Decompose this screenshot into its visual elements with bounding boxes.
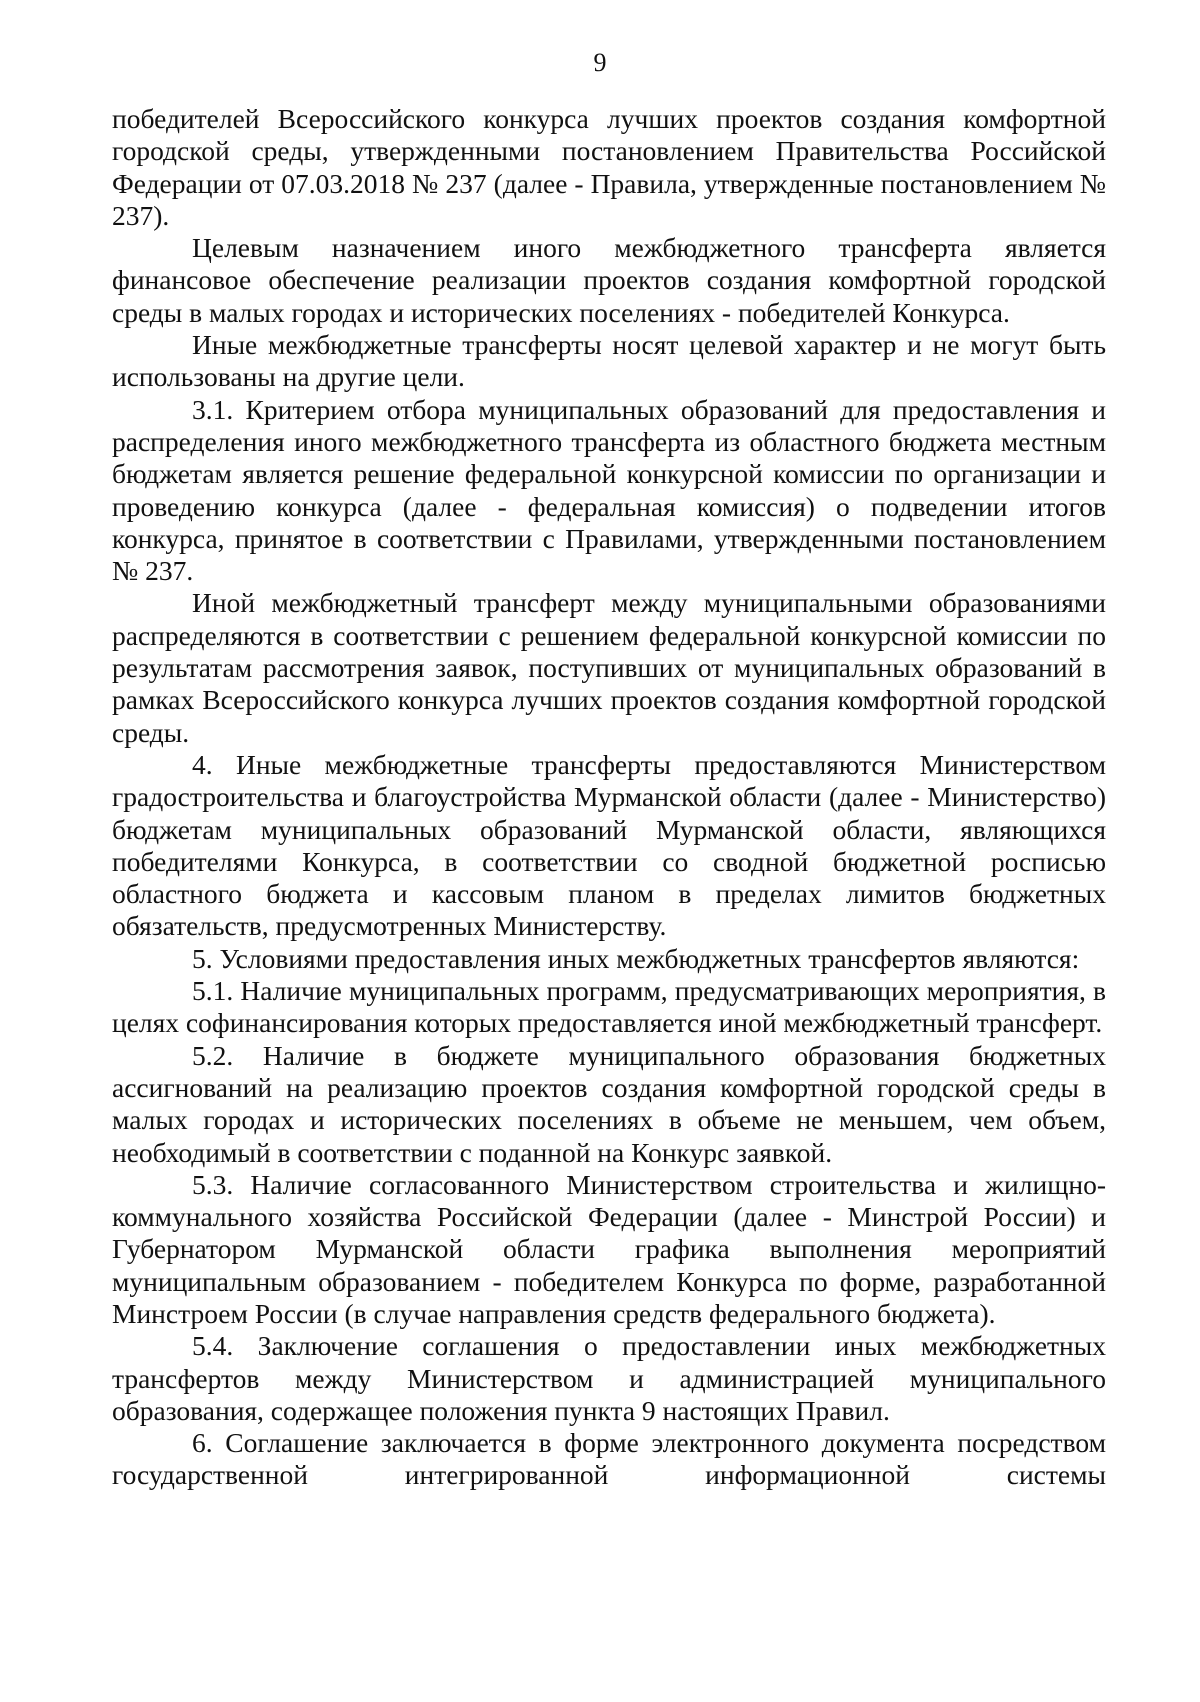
- paragraph-targeted-use: Иные межбюджетные трансферты носят целевой характер и не могут быть использованы на другие цели.: [112, 329, 1106, 393]
- paragraph-5-3: 5.3. Наличие согласованного Министерством строительства и жилищно-коммунального хозяйства Российской Федерации (далее - Минстрой России) и Губернатором Мурманской области графика выполнения мероприятий муниципальным образованием - победителем Конкурса по форме, разработанной Минстроем России (в случае направления средств федерального бюджета).: [112, 1168, 1106, 1329]
- paragraph-distribution: Иной межбюджетный трансферт между муниципальными образованиями распределяются в соответствии с решением федеральной конкурсной комиссии по результатам рассмотрения заявок, поступивших от муниципальных образований в рамках Всероссийского конкурса лучших проектов создания комфортной городской среды.: [112, 587, 1106, 748]
- document-body: [112, 103, 1106, 1492]
- page-number: 9: [593, 48, 607, 77]
- paragraph-6: 6. Соглашение заключается в форме электронного документа посредством государственной интегрированной информационной системы: [112, 1427, 1106, 1491]
- paragraph-3-1: 3.1. Критерием отбора муниципальных образований для предоставления и распределения иного межбюджетного трансферта из областного бюджета местным бюджетам является решение федеральной конкурсной комиссии по организации и проведению конкурса (далее - федеральная комиссия) о подведении итогов конкурса, принятое в соответствии с Правилами, утвержденными постановлением № 237.: [112, 393, 1106, 587]
- paragraph-5: 5. Условиями предоставления иных межбюджетных трансфертов являются:: [192, 942, 1080, 974]
- paragraph-5-2: 5.2. Наличие в бюджете муниципального образования бюджетных ассигнований на реализацию проектов создания комфортной городской среды в малых городах и исторических поселениях в объеме не меньшем, чем объем, необходимый в соответствии с поданной на Конкурс заявкой.: [112, 1039, 1106, 1168]
- paragraph-purpose: Целевым назначением иного межбюджетного трансферта является финансовое обеспечение реализации проектов создания комфортной городской среды в малых городах и исторических поселениях - победителей Конкурса.: [112, 232, 1106, 328]
- paragraph-5-1: 5.1. Наличие муниципальных программ, предусматривающих мероприятия, в целях софинансирования которых предоставляется иной межбюджетный трансферт.: [112, 975, 1106, 1039]
- paragraph-4: 4. Иные межбюджетные трансферты предоставляются Министерством градостроительства и благоустройства Мурманской области (далее - Министерство) бюджетам муниципальных образований Мурманской области, являющихся победителями Конкурса, в соответствии со сводной бюджетной росписью областного бюджета и кассовым планом в пределах лимитов бюджетных обязательств, предусмотренных Министерству.: [112, 748, 1106, 942]
- paragraph-rules-continuation: победителей Всероссийского конкурса лучших проектов создания комфортной городской среды, утвержденными постановлением Правительства Российской Федерации от 07.03.2018 № 237 (далее - Правила, утвержденные постановлением № 237).: [112, 103, 1106, 231]
- paragraph-5-4: 5.4. Заключение соглашения о предоставлении иных межбюджетных трансфертов между Министерством и администрацией муниципального образования, содержащее положения пункта 9 настоящих Правил.: [112, 1330, 1106, 1426]
